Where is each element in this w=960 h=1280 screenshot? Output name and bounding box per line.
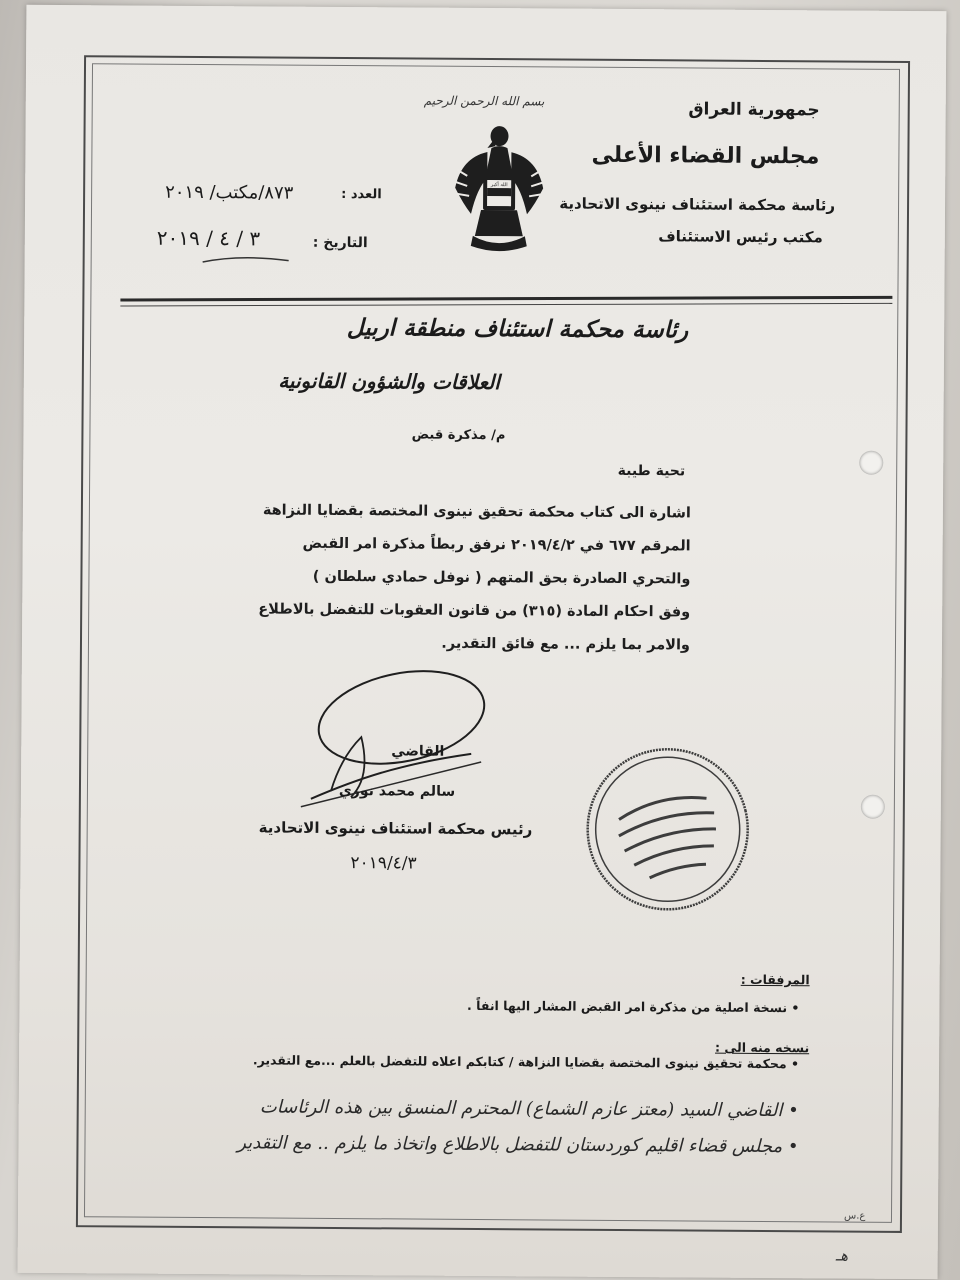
document-date-label: التاريخ :: [312, 234, 368, 252]
header-republic: جمهورية العراق: [688, 99, 820, 121]
body-line: وفق احكام المادة (٣١٥) من قانون العقوبات للتفضل بالاطلاع: [258, 601, 691, 621]
footer-code: ع.س: [843, 1210, 866, 1222]
document-number-value: ٨٧٣/مكتب/ ٢٠١٩: [165, 181, 294, 204]
signature-date: ٢٠١٩/٤/٣: [350, 853, 417, 874]
header-presidency: رئاسة محكمة استئناف نينوى الاتحادية: [559, 194, 836, 215]
body-line: اشارة الى كتاب محكمة تحقيق نينوى المختصة بقضايا النزاهة: [262, 502, 691, 522]
judge-position: رئيس محكمة استئناف نينوى الاتحادية: [258, 818, 533, 839]
corner-mark: هـ: [835, 1246, 849, 1265]
body-line: المرقم ٦٧٧ في ٢٠١٩/٤/٢ نرفق ربطاً مذكرة امر القبض: [302, 535, 691, 555]
date-underline: [201, 244, 291, 269]
header-council: مجلس القضاء الأعلى: [591, 142, 820, 170]
svg-text:الله أكبر: الله أكبر: [490, 182, 508, 189]
punch-hole: [859, 451, 883, 475]
basmala: بسم الله الرحمن الرحيم: [423, 93, 545, 109]
body-line: والامر بما يلزم ... مع فائق التقدير.: [441, 635, 691, 654]
header-office: مكتب رئيس الاستئناف: [658, 227, 823, 247]
letter-addressee: رئاسة محكمة استئناف منطقة اربيل: [346, 315, 689, 344]
letter-department: العلاقات والشؤون القانونية: [278, 368, 500, 395]
document-page: [18, 5, 947, 1279]
document-number-label: العدد :: [341, 187, 382, 203]
judge-name: سالم محمد نوري: [338, 783, 456, 800]
body-line: والتحري الصادرة بحق المتهم ( نوفل حمادي سلطان ): [312, 568, 691, 588]
copy-item-handwritten: • القاضي السيد (معتز عازم الشماع) المحترم المنسق بين هذه الرئاسات: [259, 1096, 799, 1122]
attachment-item: • نسخة اصلية من مذكرة امر القبض المشار اليها انفاً .: [467, 997, 800, 1016]
copies-heading: نسخه منه الى :: [715, 1039, 810, 1056]
judge-title: القاضي: [391, 743, 445, 760]
official-seal-stamp: [582, 744, 753, 915]
letter-body: [260, 494, 691, 662]
iraq-eagle-emblem-icon: [451, 118, 548, 255]
letter-subject: م/ مذكرة قبض: [411, 427, 506, 444]
document-date-value: ٣ / ٤ / ٢٠١٩: [156, 225, 261, 251]
letter-greeting: تحية طيبة: [617, 462, 686, 480]
copy-item-handwritten: • مجلس قضاء اقليم كوردستان للتفضل بالاطلاع واتخاذ ما يلزم .. مع التقدير: [237, 1132, 799, 1158]
punch-hole: [861, 795, 885, 819]
copy-item: • محكمة تحقيق نينوى المختصة بقضايا النزاهة / كتابكم اعلاه للتفضل بالعلم ...مع التقدير.: [252, 1052, 800, 1072]
attachments-heading: المرفقات :: [740, 971, 810, 988]
